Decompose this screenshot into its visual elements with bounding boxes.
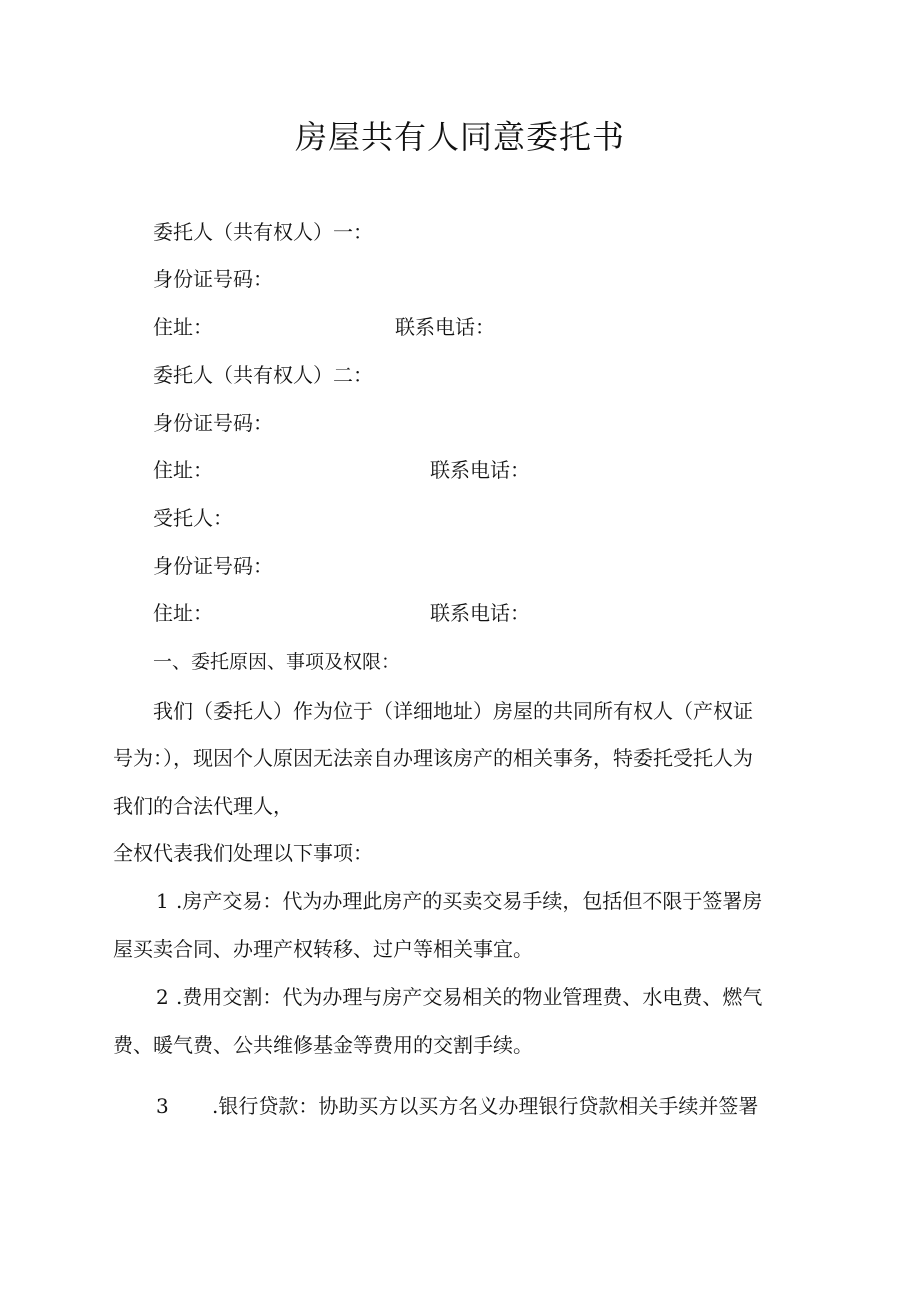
item-3-line-1 (156, 1092, 758, 1120)
item-1-line-2: 屋买卖合同、办理产权转移、过户等相关事宜。 (113, 937, 533, 961)
item-1-number: 1 (156, 889, 169, 913)
intro-line-1: 我们（委托人）作为位于（详细地址）房屋的共同所有权人（产权证 (153, 699, 753, 723)
principal2-phone-label: 联系电话： (430, 458, 530, 482)
agent-label: 受托人： (153, 506, 233, 530)
principal1-id-label: 身份证号码： (153, 267, 273, 291)
agent-id-label: 身份证号码： (153, 554, 273, 578)
item-1-line-1 (156, 887, 762, 915)
intro-line-2: 号为：），现因个人原因无法亲自办理该房产的相关事务，特委托受托人为 (113, 746, 753, 770)
principal1-phone-label: 联系电话： (395, 315, 495, 339)
item-2-number: 2 (156, 985, 169, 1009)
item-3-number: 3 (156, 1094, 169, 1118)
intro-line-3: 我们的合法代理人， (113, 794, 293, 818)
agent-phone-label: 联系电话： (430, 601, 530, 625)
item-2-line-2: 费、暖气费、公共维修基金等费用的交割手续。 (113, 1033, 533, 1057)
section1-heading: 一、委托原因、事项及权限： (153, 651, 401, 673)
item-2-text: .费用交割：代为办理与房产交易相关的物业管理费、水电费、燃气 (176, 985, 763, 1009)
item-2-line-1 (156, 983, 762, 1011)
item-1-text: .房产交易：代为办理此房产的买卖交易手续，包括但不限于签署房 (176, 889, 763, 913)
principal2-label: 委托人（共有权人）二： (153, 363, 373, 387)
principal1-label: 委托人（共有权人）一： (153, 220, 373, 244)
principal2-id-label: 身份证号码： (153, 411, 273, 435)
agent-address-label: 住址： (153, 601, 213, 625)
principal1-address-label: 住址： (153, 315, 213, 339)
document-title: 房屋共有人同意委托书 (294, 118, 625, 156)
intro-line-4: 全权代表我们处理以下事项： (113, 841, 373, 865)
principal2-address-label: 住址： (153, 458, 213, 482)
item-3-text: .银行贷款：协助买方以买方名义办理银行贷款相关手续并签署 (212, 1094, 759, 1118)
